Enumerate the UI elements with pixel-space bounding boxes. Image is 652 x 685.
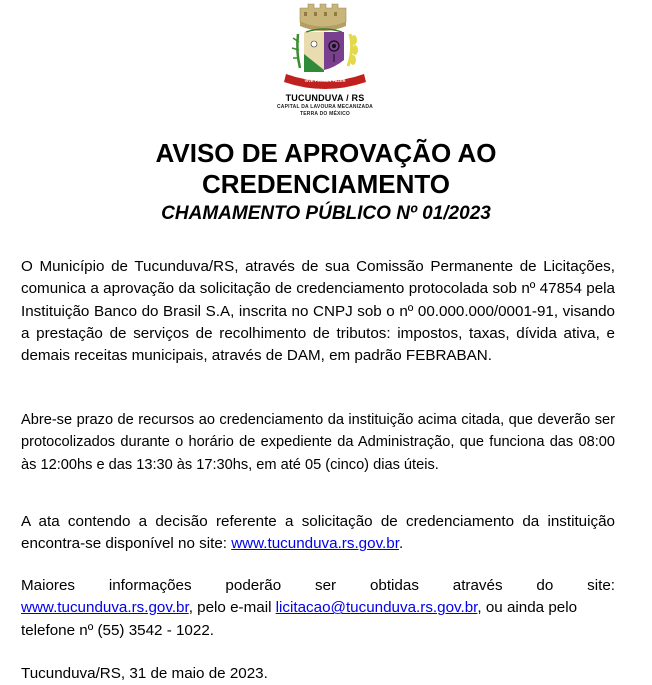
municipal-crest xyxy=(270,2,380,92)
motto-line-1: CAPITAL DA LAVOURA MECANIZADA xyxy=(277,104,373,110)
title-line-1: AVISO DE APROVAÇÃO AO xyxy=(155,138,497,168)
contact-line-1: Maiores informações poderão ser obtidas através do site: xyxy=(21,577,615,594)
motto-line-2: TERRA DO MÉXICO xyxy=(299,111,351,117)
website-link[interactable]: www.tucunduva.rs.gov.br xyxy=(231,535,399,553)
paragraph-approval: O Município de Tucunduva/RS, através de sua Comissão Permanente de Licitações, comunica a aprovação da solicitação de credenciamento protocolada sob nº 47854 pela Instituição Banco do Brasil S.A, inscrita no CNPJ sob o nº 00.000.000/0001-91, visando a prestação de serviços de recolhimento de tributos: impostos, taxas, dívida ativa, e demais receitas municipais, através de DAM, em padrão FEBRABAN. xyxy=(21,258,615,365)
website-link-2[interactable]: www.tucunduva.rs.gov.br xyxy=(21,599,189,617)
email-link[interactable]: licitacao@tucunduva.rs.gov.br xyxy=(275,599,478,617)
svg-text:VIVE PENSAR FAZER: VIVE PENSAR FAZER xyxy=(304,78,346,83)
coat-of-arms-icon xyxy=(270,2,380,92)
contact-mid: , pelo e-mail xyxy=(188,599,276,617)
contact-end: , ou ainda pelo telefone nº (55) 3542 - 1022. xyxy=(21,599,578,639)
paragraph-appeal-period: Abre-se prazo de recursos ao credenciamento da instituição acima citada, que deverão ser protocolizados durante o horário de expediente da Administração, que funciona das 08:00 às 12:00hs e das 13:30 às 17:30hs, em até 05 (cinco) dias úteis. xyxy=(21,412,615,473)
document-subtitle: CHAMAMENTO PÚBLICO Nº 01/2023 xyxy=(161,203,491,224)
contact-line-2 xyxy=(21,597,615,642)
title-line-2: CREDENCIAMENTO xyxy=(202,169,450,199)
paragraph-contact xyxy=(21,575,615,642)
municipality-name: TUCUNDUVA / RS xyxy=(285,93,365,103)
paragraph-minutes xyxy=(21,511,615,556)
document-title xyxy=(0,138,652,200)
date-place: Tucunduva/RS, 31 de maio de 2023. xyxy=(21,665,268,682)
minutes-end: . xyxy=(398,535,404,553)
minutes-text: A ata contendo a decisão referente a solicitação de credenciamento da instituição encontra-se disponível no site: xyxy=(21,513,615,553)
crest-caption xyxy=(250,93,400,118)
